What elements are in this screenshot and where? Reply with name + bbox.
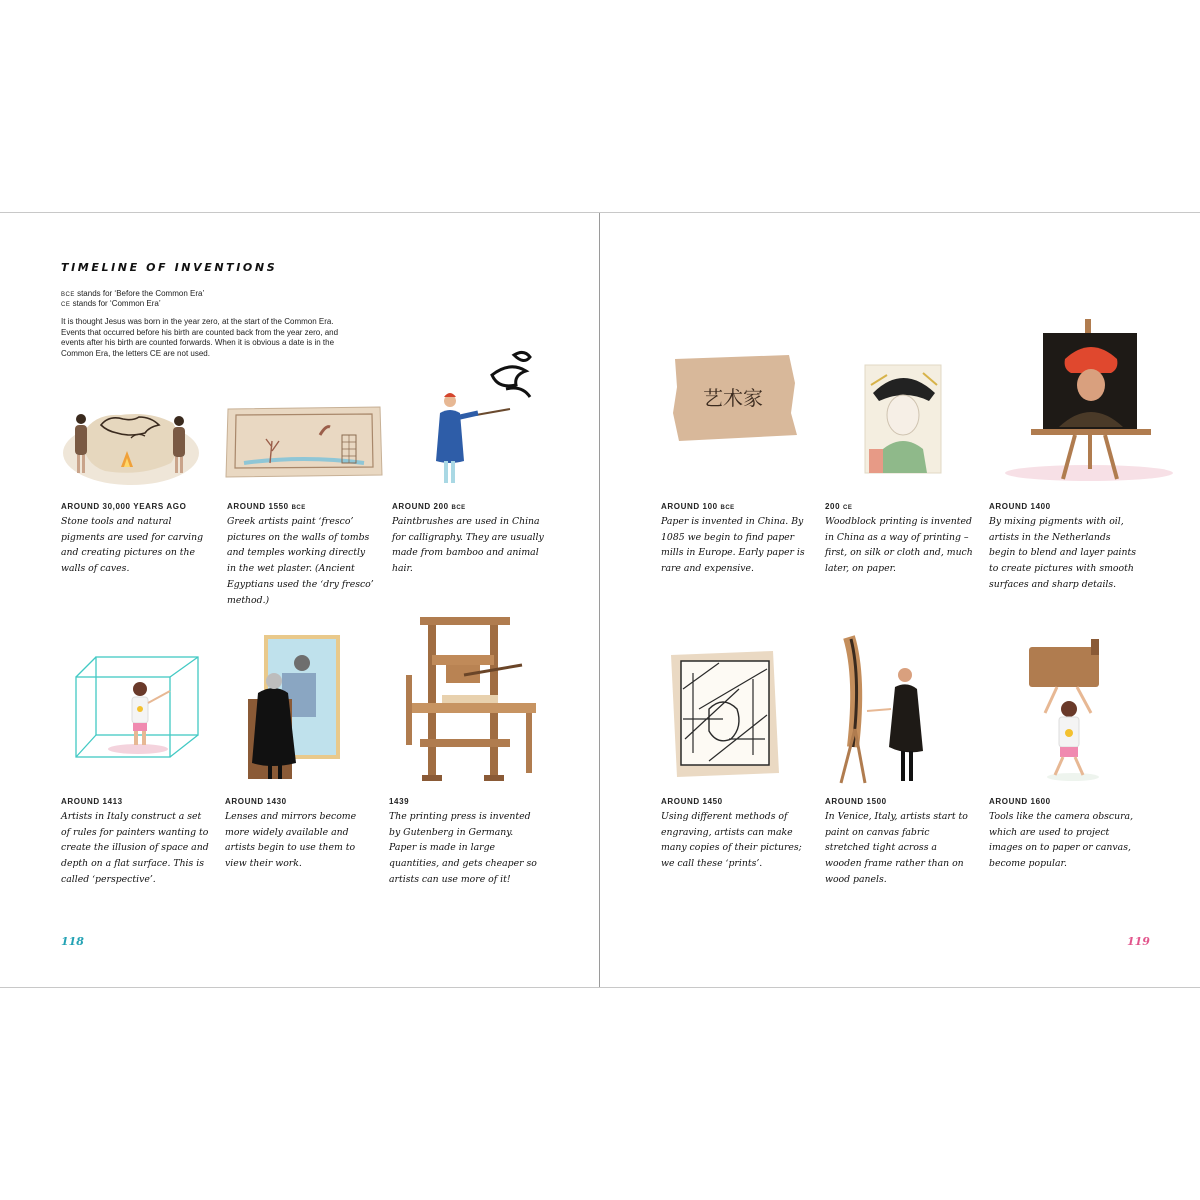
era-note-ce: CE stands for ‘Common Era’ bbox=[61, 299, 161, 308]
timeline-entry bbox=[989, 502, 1139, 593]
perspective-cube-illustration bbox=[72, 653, 202, 763]
page-number: 119 bbox=[1127, 935, 1150, 948]
timeline-entry bbox=[227, 502, 377, 608]
entry-date: AROUND 1400 bbox=[989, 502, 1051, 511]
timeline-entry bbox=[661, 502, 811, 577]
camera-obscura-illustration bbox=[1025, 623, 1125, 783]
timeline-entry bbox=[989, 797, 1139, 872]
page-number: 118 bbox=[61, 935, 84, 948]
timeline-entry bbox=[392, 502, 552, 577]
left-page bbox=[0, 213, 600, 987]
fresco-illustration bbox=[224, 405, 384, 479]
cave-painting-illustration bbox=[61, 393, 201, 488]
timeline-entry bbox=[61, 502, 211, 577]
entry-date: AROUND 1600 bbox=[989, 797, 1051, 806]
calligraphy-illustration bbox=[418, 345, 552, 497]
canvas-painter-illustration bbox=[835, 629, 935, 787]
entry-date: AROUND 1430 bbox=[225, 797, 287, 806]
right-page bbox=[601, 213, 1200, 987]
entry-date: AROUND 1500 bbox=[825, 797, 887, 806]
entry-description: In Venice, Italy, artists start to paint on canvas fabric stretched tight across a wooden frame rather than on wood panels. bbox=[825, 811, 968, 885]
entry-description: Paintbrushes are used in China for calligraphy. They are usually made from bamboo and animal hair. bbox=[392, 516, 544, 575]
page-title: TIMELINE OF INVENTIONS bbox=[61, 261, 278, 274]
engraving-print-illustration bbox=[669, 649, 781, 779]
printing-press-illustration bbox=[402, 615, 540, 787]
entry-description: Woodblock printing is invented in China as a way of printing – first, on silk or cloth and, much later, on paper. bbox=[825, 516, 973, 575]
entry-description: Greek artists paint ‘fresco’ pictures on the walls of tombs and temples working directly in the wet plaster. (Ancient Egyptians used the ‘dry fresco’ method.) bbox=[227, 516, 374, 606]
oil-painting-illustration bbox=[1001, 317, 1175, 485]
entry-date: AROUND 100 BCE bbox=[661, 502, 735, 511]
mirror-illustration bbox=[244, 633, 344, 783]
entry-description: Using different methods of engraving, artists can make many copies of their pictures; we call these ‘prints’. bbox=[661, 811, 802, 870]
intro-paragraph: It is thought Jesus was born in the year zero, at the start of the Common Era. Events that occurred before his birth are counted back from the year zero, and events after his birth are counted forwards. When it is obvious a date is in the Common Era, the letters CE are not used. bbox=[61, 317, 339, 358]
entry-date: AROUND 30,000 YEARS AGO bbox=[61, 502, 187, 511]
entry-date: AROUND 1450 bbox=[661, 797, 723, 806]
entry-description: Tools like the camera obscura, which are used to project images on to paper or canvas, become popular. bbox=[989, 811, 1134, 870]
entry-date: 200 CE bbox=[825, 502, 853, 511]
entry-description: Stone tools and natural pigments are used for carving and creating pictures on the walls of caves. bbox=[61, 516, 204, 575]
timeline-entry bbox=[825, 502, 975, 577]
book-spread bbox=[0, 212, 1200, 988]
timeline-entry bbox=[825, 797, 975, 888]
entry-description: By mixing pigments with oil, artists in the Netherlands begin to blend and layer paints to create pictures with smooth surfaces and sharp details. bbox=[989, 516, 1136, 590]
entry-date: 1439 bbox=[389, 797, 410, 806]
paper-illustration bbox=[669, 353, 803, 445]
entry-description: The printing press is invented by Gutenberg in Germany. Paper is made in large quantities, and gets cheaper so artists can use more of it! bbox=[389, 811, 537, 885]
era-note-bce: BCE stands for ‘Before the Common Era’ bbox=[61, 289, 205, 298]
paper-characters: 艺术家 bbox=[703, 386, 763, 410]
entry-description: Lenses and mirrors become more widely available and artists begin to use them to view their work. bbox=[225, 811, 357, 870]
entry-date: AROUND 1413 bbox=[61, 797, 123, 806]
timeline-entry bbox=[225, 797, 375, 872]
entry-date: AROUND 1550 BCE bbox=[227, 502, 306, 511]
timeline-entry bbox=[61, 797, 211, 888]
entry-description: Paper is invented in China. By 1085 we begin to find paper mills in Europe. Early paper is rare and expensive. bbox=[661, 516, 805, 575]
timeline-entry bbox=[661, 797, 811, 872]
entry-description: Artists in Italy construct a set of rules for painters wanting to create the illusion of space and depth on a flat surface. This is called ‘perspective’. bbox=[61, 811, 209, 885]
entry-date: AROUND 200 BCE bbox=[392, 502, 466, 511]
woodblock-print-illustration bbox=[863, 363, 943, 475]
timeline-entry bbox=[389, 797, 539, 888]
